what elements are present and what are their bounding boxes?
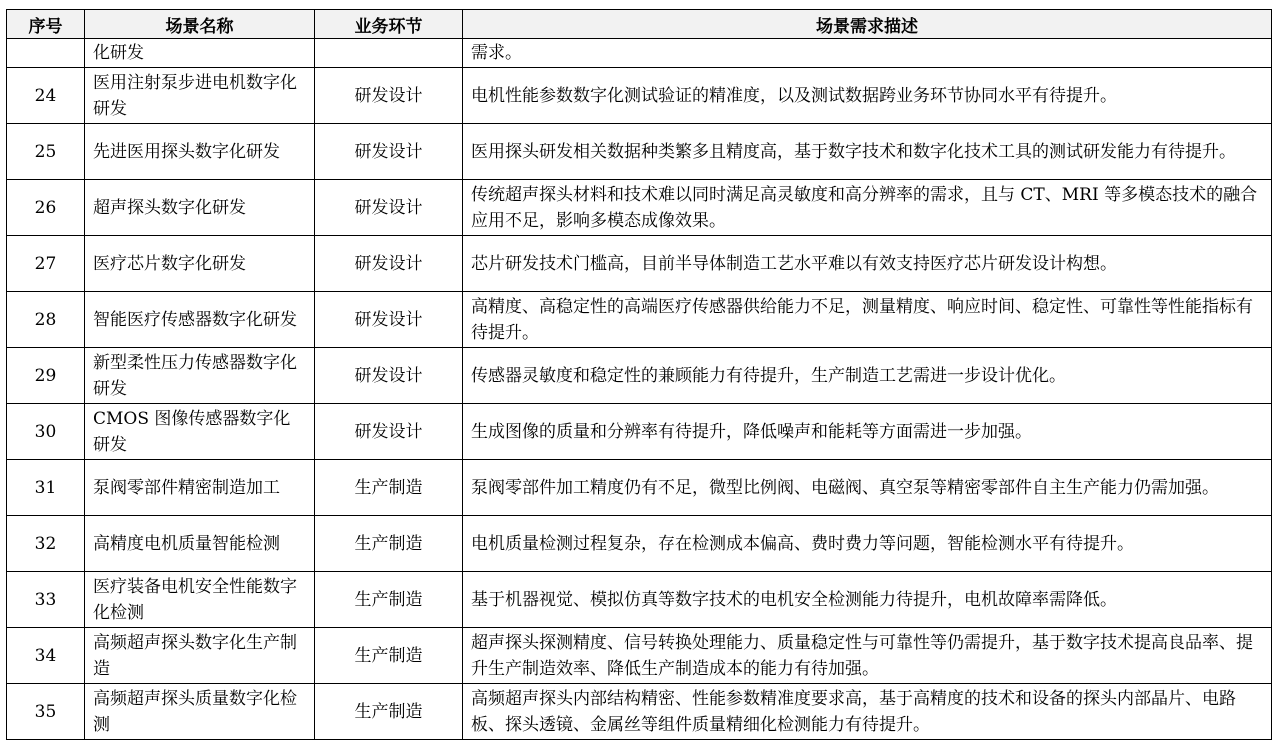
cell-seq	[7, 39, 85, 68]
cell-seq: 30	[7, 404, 85, 460]
cell-desc: 生成图像的质量和分辨率有待提升，降低噪声和能耗等方面需进一步加强。	[463, 404, 1272, 460]
cell-stage: 研发设计	[315, 348, 463, 404]
cell-name: 高频超声探头数字化生产制造	[85, 628, 315, 684]
cell-name: 新型柔性压力传感器数字化研发	[85, 348, 315, 404]
scenario-table	[6, 9, 1272, 740]
cell-seq: 29	[7, 348, 85, 404]
cell-desc: 医用探头研发相关数据种类繁多且精度高，基于数字技术和数字化技术工具的测试研发能力有待提升。	[463, 124, 1272, 180]
cell-stage: 研发设计	[315, 292, 463, 348]
table-header	[7, 10, 1272, 39]
continuation-row	[7, 39, 1272, 68]
table-row	[7, 180, 1272, 236]
cell-name: 化研发	[85, 39, 315, 68]
cell-name: 高频超声探头质量数字化检测	[85, 684, 315, 740]
header-name: 场景名称	[85, 10, 315, 39]
cell-name: 先进医用探头数字化研发	[85, 124, 315, 180]
cell-name: 泵阀零部件精密制造加工	[85, 460, 315, 516]
table-row	[7, 124, 1272, 180]
header-row	[7, 10, 1272, 39]
cell-stage: 研发设计	[315, 68, 463, 124]
table-row	[7, 684, 1272, 740]
cell-desc: 需求。	[463, 39, 1272, 68]
cell-name: 超声探头数字化研发	[85, 180, 315, 236]
cell-desc: 高频超声探头内部结构精密、性能参数精准度要求高，基于高精度的技术和设备的探头内部晶片、电路板、探头透镜、金属丝等组件质量精细化检测能力有待提升。	[463, 684, 1272, 740]
cell-desc: 芯片研发技术门槛高，目前半导体制造工艺水平难以有效支持医疗芯片研发设计构想。	[463, 236, 1272, 292]
cell-desc: 基于机器视觉、模拟仿真等数字技术的电机安全检测能力待提升，电机故障率需降低。	[463, 572, 1272, 628]
header-stage: 业务环节	[315, 10, 463, 39]
cell-seq: 25	[7, 124, 85, 180]
cell-desc: 传统超声探头材料和技术难以同时满足高灵敏度和高分辨率的需求，且与 CT、MRI 等多模态技术的融合应用不足，影响多模态成像效果。	[463, 180, 1272, 236]
cell-desc: 高精度、高稳定性的高端医疗传感器供给能力不足，测量精度、响应时间、稳定性、可靠性等性能指标有待提升。	[463, 292, 1272, 348]
cell-stage: 生产制造	[315, 684, 463, 740]
header-seq: 序号	[7, 10, 85, 39]
table-body	[7, 39, 1272, 740]
cell-stage: 研发设计	[315, 124, 463, 180]
cell-name: 医用注射泵步进电机数字化研发	[85, 68, 315, 124]
cell-stage: 研发设计	[315, 404, 463, 460]
cell-name: 高精度电机质量智能检测	[85, 516, 315, 572]
cell-desc: 传感器灵敏度和稳定性的兼顾能力有待提升，生产制造工艺需进一步设计优化。	[463, 348, 1272, 404]
cell-seq: 31	[7, 460, 85, 516]
cell-stage: 研发设计	[315, 236, 463, 292]
cell-stage	[315, 39, 463, 68]
table-row	[7, 572, 1272, 628]
cell-desc: 电机质量检测过程复杂，存在检测成本偏高、费时费力等问题，智能检测水平有待提升。	[463, 516, 1272, 572]
cell-seq: 34	[7, 628, 85, 684]
cell-stage: 生产制造	[315, 572, 463, 628]
table-row	[7, 628, 1272, 684]
table-row	[7, 236, 1272, 292]
header-desc: 场景需求描述	[463, 10, 1272, 39]
cell-seq: 35	[7, 684, 85, 740]
cell-desc: 泵阀零部件加工精度仍有不足，微型比例阀、电磁阀、真空泵等精密零部件自主生产能力仍需加强。	[463, 460, 1272, 516]
cell-seq: 27	[7, 236, 85, 292]
cell-desc: 电机性能参数数字化测试验证的精准度，以及测试数据跨业务环节协同水平有待提升。	[463, 68, 1272, 124]
cell-stage: 研发设计	[315, 180, 463, 236]
cell-seq: 24	[7, 68, 85, 124]
cell-stage: 生产制造	[315, 460, 463, 516]
cell-stage: 生产制造	[315, 516, 463, 572]
table-row	[7, 516, 1272, 572]
cell-seq: 26	[7, 180, 85, 236]
table-row	[7, 460, 1272, 516]
cell-stage: 生产制造	[315, 628, 463, 684]
cell-name: 医疗装备电机安全性能数字化检测	[85, 572, 315, 628]
cell-name: 医疗芯片数字化研发	[85, 236, 315, 292]
cell-desc: 超声探头探测精度、信号转换处理能力、质量稳定性与可靠性等仍需提升，基于数字技术提高良品率、提升生产制造效率、降低生产制造成本的能力有待加强。	[463, 628, 1272, 684]
table-row	[7, 292, 1272, 348]
cell-seq: 33	[7, 572, 85, 628]
cell-name: 智能医疗传感器数字化研发	[85, 292, 315, 348]
table-row	[7, 404, 1272, 460]
cell-name: CMOS 图像传感器数字化研发	[85, 404, 315, 460]
table-row	[7, 348, 1272, 404]
table-row	[7, 68, 1272, 124]
cell-seq: 28	[7, 292, 85, 348]
cell-seq: 32	[7, 516, 85, 572]
